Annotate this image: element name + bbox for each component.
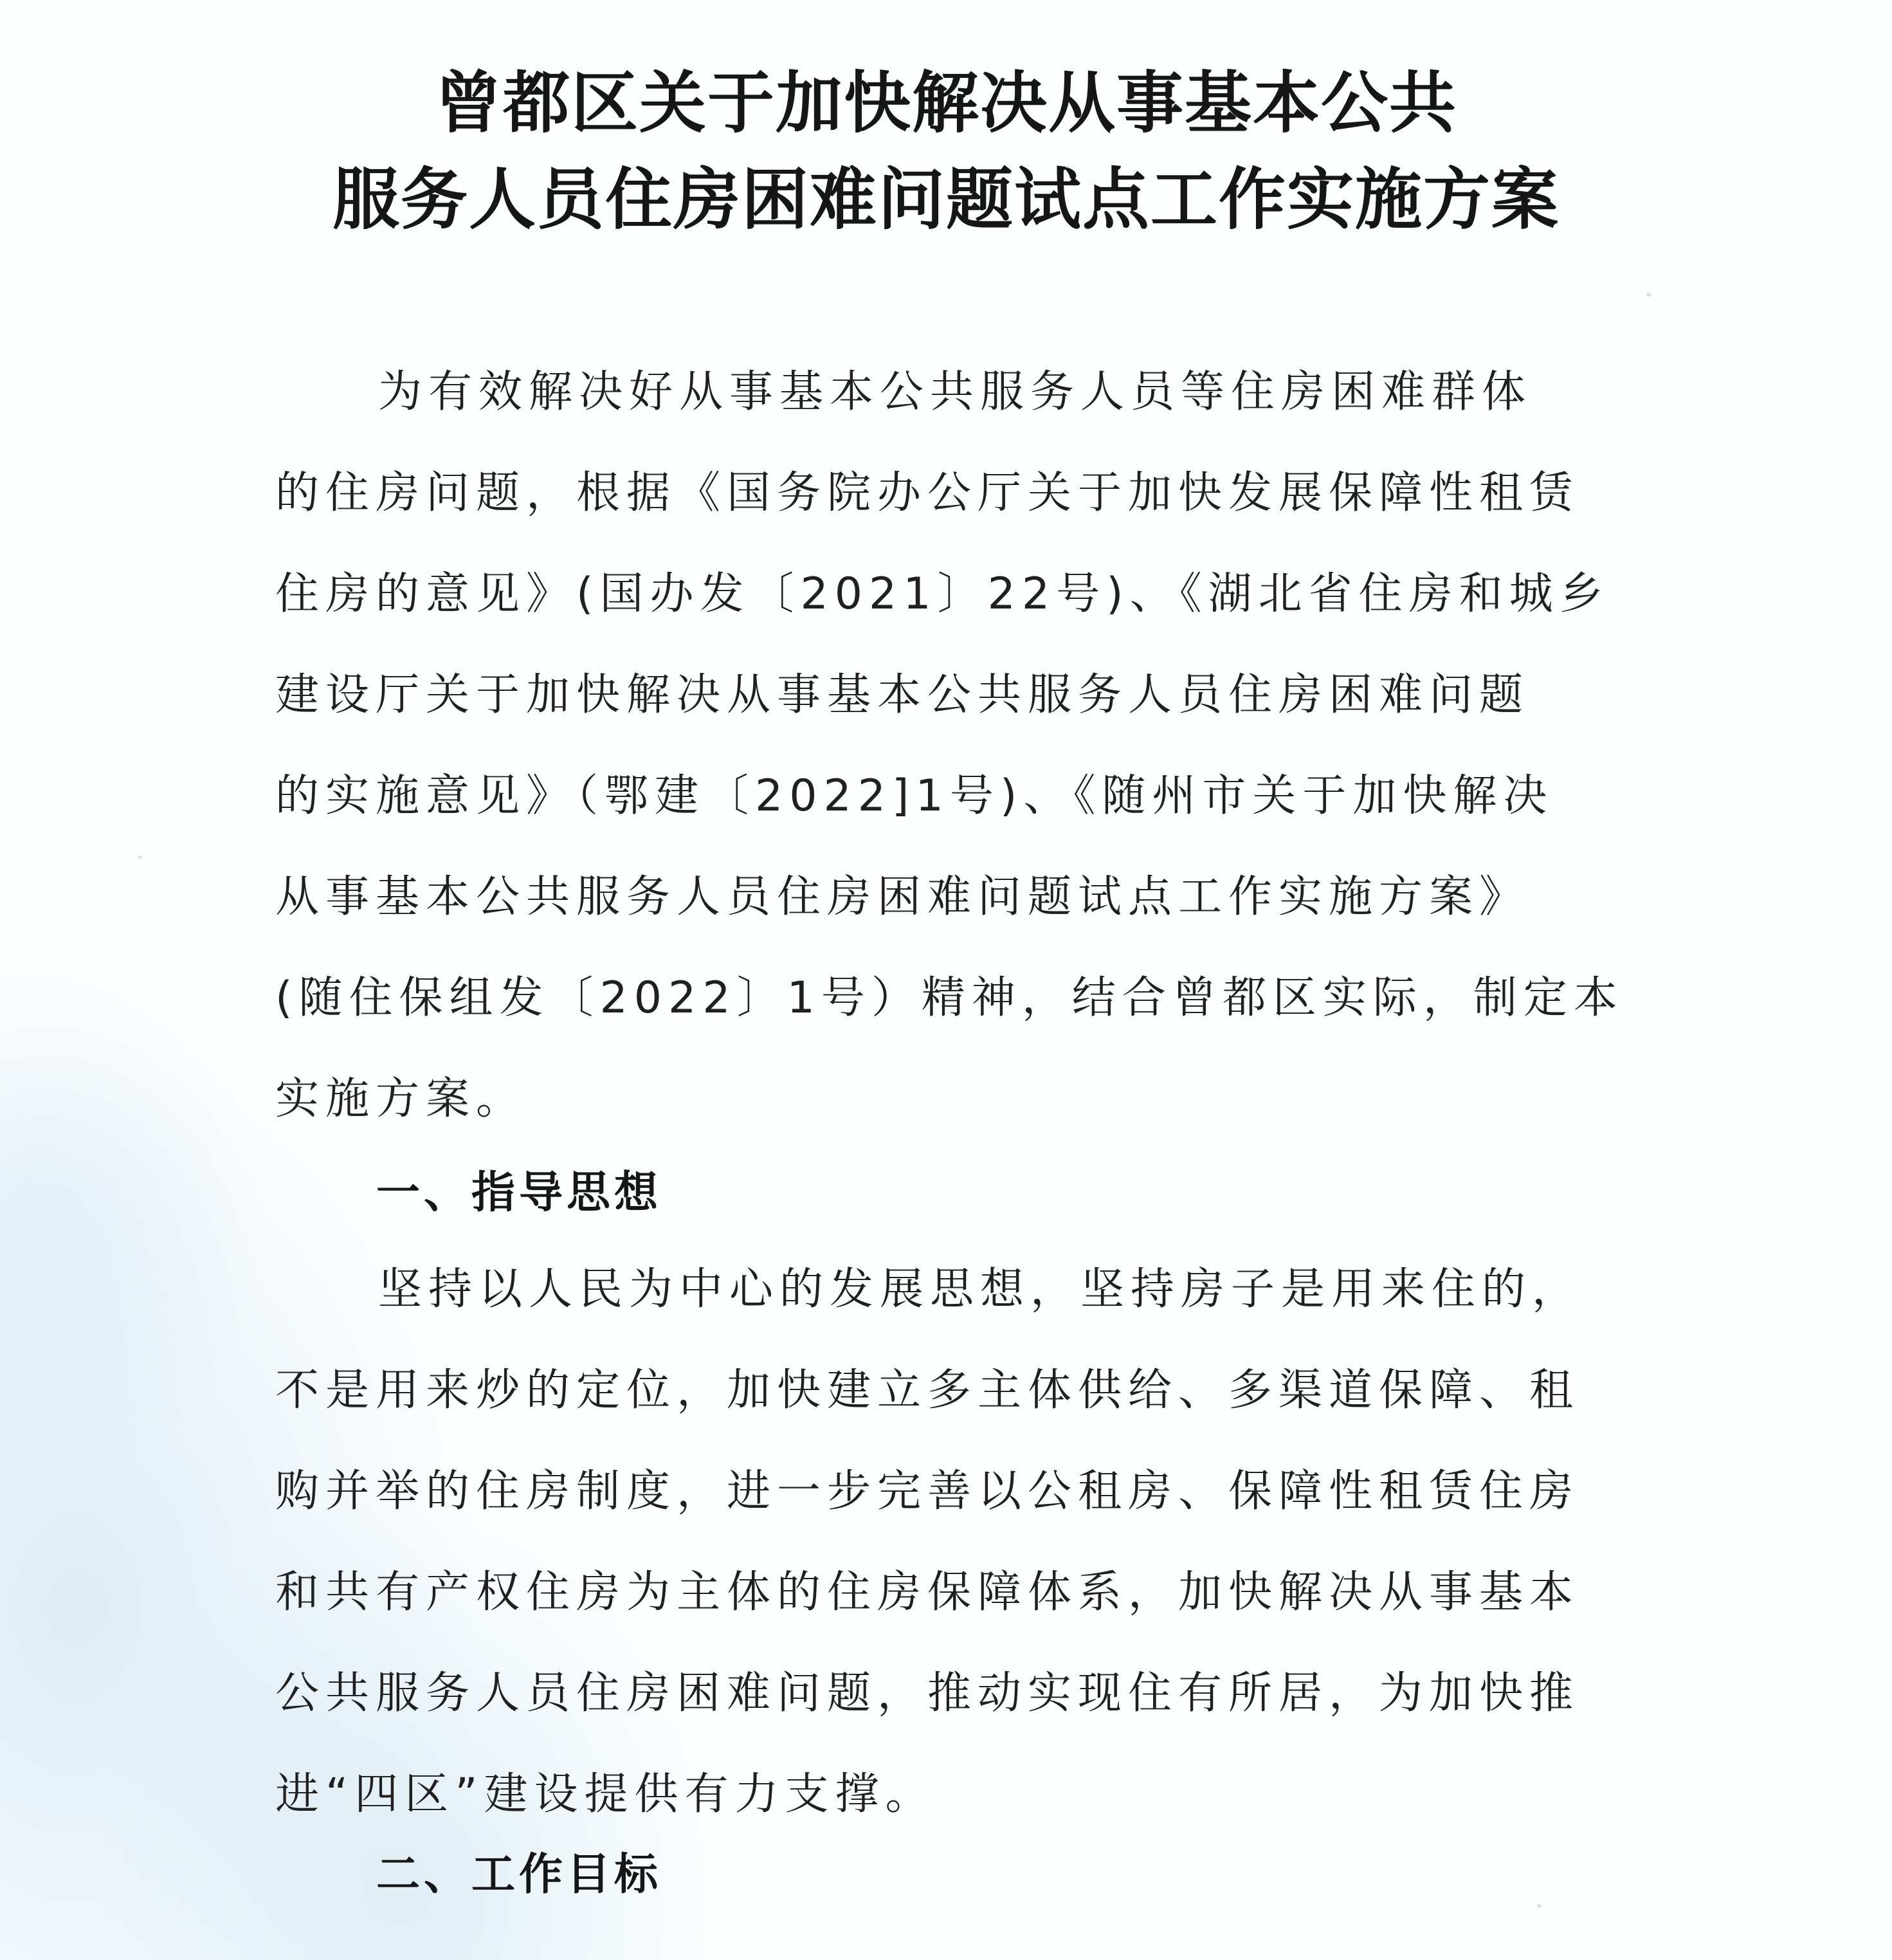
paragraph-line: 购并举的住房制度，进一步完善以公租房、保障性租赁住房 xyxy=(275,1466,1580,1517)
paragraph-line: 为有效解决好从事基本公共服务人员等住房困难群体 xyxy=(378,367,1533,417)
paragraph-line: 的实施意见》（鄂建〔2022]1号)、《随州市关于加快解决 xyxy=(275,771,1554,821)
paragraph-line: 从事基本公共服务人员住房困难问题试点工作实施方案》 xyxy=(275,872,1530,922)
document-title-line-2: 服务人员住房困难问题试点工作实施方案 xyxy=(332,160,1560,239)
paragraph-line: 进“四区”建设提供有力支撑。 xyxy=(275,1769,936,1820)
paragraph-line: 不是用来炒的定位，加快建立多主体供给、多渠道保障、租 xyxy=(275,1365,1580,1416)
paragraph-line: 实施方案。 xyxy=(275,1074,527,1124)
paragraph-line: 的住房问题，根据《国务院办公厅关于加快发展保障性租赁 xyxy=(275,468,1580,518)
scan-speck xyxy=(1646,293,1651,297)
paragraph-line: (随住保组发〔2022〕1号）精神，结合曾都区实际，制定本 xyxy=(275,973,1624,1023)
document-title-line-1: 曾都区关于加快解决从事基本公共 xyxy=(434,63,1457,142)
section-heading-guiding-thought: 一、指导思想 xyxy=(376,1168,662,1218)
paragraph-line: 住房的意见》(国办发〔2021〕22号)、《湖北省住房和城乡 xyxy=(275,569,1610,619)
scan-speck xyxy=(138,856,142,859)
scan-speck xyxy=(1537,1904,1542,1908)
paragraph-line: 和共有产权住房为主体的住房保障体系，加快解决从事基本 xyxy=(275,1567,1580,1618)
paragraph-line: 建设厅关于加快解决从事基本公共服务人员住房困难问题 xyxy=(275,670,1530,720)
paragraph-line: 坚持以人民为中心的发展思想，坚持房子是用来住的， xyxy=(378,1264,1583,1315)
section-heading-work-goals: 二、工作目标 xyxy=(376,1849,662,1900)
paragraph-line: 公共服务人员住房困难问题，推动实现住有所居，为加快推 xyxy=(275,1668,1580,1719)
